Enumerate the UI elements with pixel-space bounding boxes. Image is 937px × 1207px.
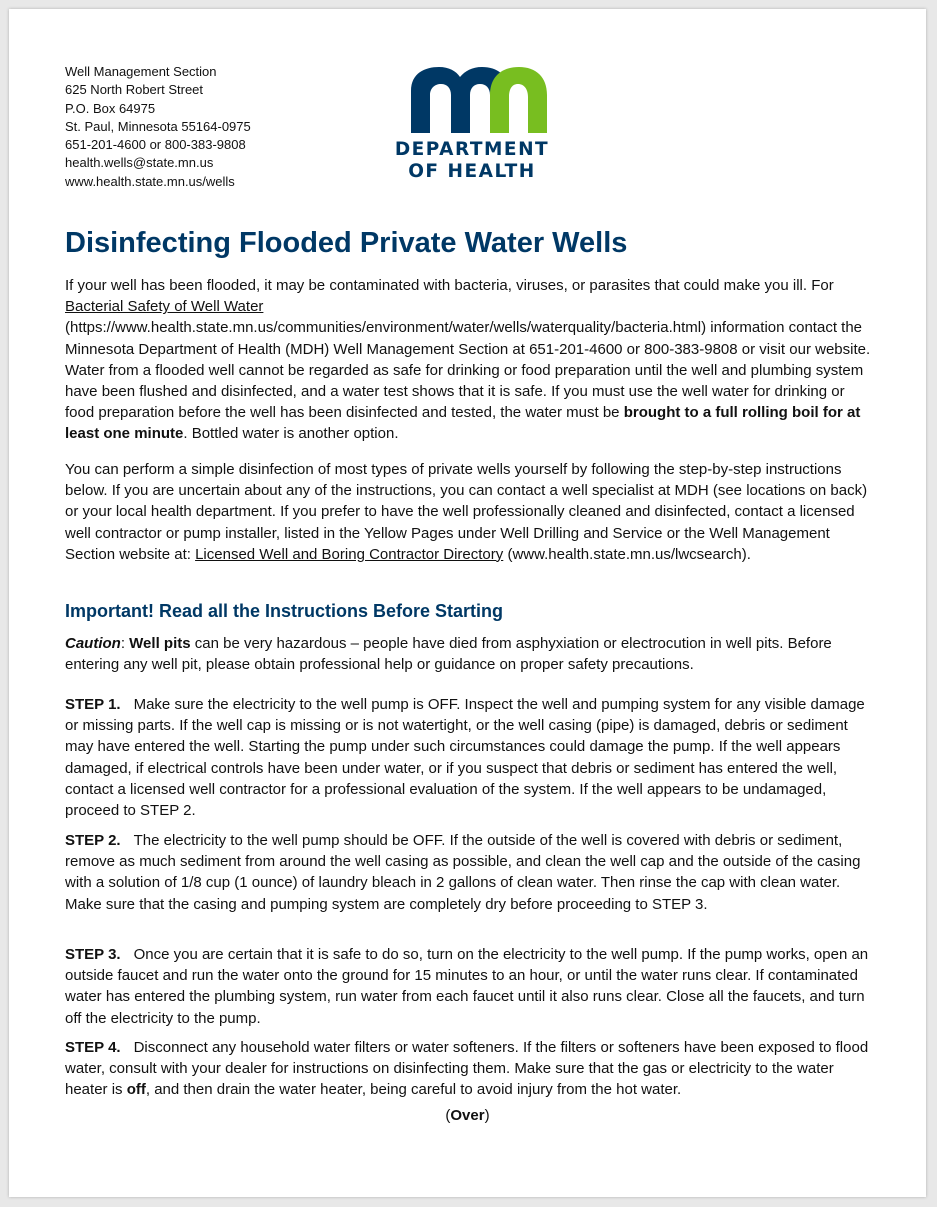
document-title: Disinfecting Flooded Private Water Wells: [65, 227, 628, 259]
step-4-label: STEP 4.: [65, 1039, 121, 1056]
mdh-logo: [387, 57, 557, 187]
over-close-paren: ): [484, 1107, 490, 1124]
intro-paragraph: [65, 275, 877, 445]
important-heading: Important! Read all the Instructions Before Starting: [65, 601, 504, 621]
caution-bold-well-pits: Well pits: [129, 635, 191, 652]
address-line-phone: 651-201-4600 or 800-383-9808: [65, 137, 246, 153]
address-line-email: health.wells@state.mn.us: [65, 155, 214, 171]
step-3-text: Once you are certain that it is safe to do so, turn on the electricity to the well pump. If the pump works, open an outside faucet and run the water onto the ground for 15 minutes to an hour, or until the water runs clear. If contaminated water has entered the plumbing system, run water from each faucet until it also runs clear. Close all the faucets, and turn off the electricity to the pump.: [65, 946, 869, 1027]
step-4-paragraph: [65, 1037, 877, 1101]
step-4-text-a: Disconnect any household water filters or water softeners. If the filters or softeners have been exposed to flood water, consult with your dealer for instructions on disinfecting them. Make sure that the gas or electricity to the water heater is: [65, 1039, 869, 1099]
caution-colon: :: [120, 635, 130, 652]
over-label: Over: [450, 1107, 485, 1124]
step-1-label: STEP 1.: [65, 696, 121, 713]
contractor-directory-link[interactable]: Licensed Well and Boring Contractor Directory: [195, 545, 504, 563]
logo-line-of-health: OF HEALTH: [408, 161, 536, 182]
step-2-label: STEP 2.: [65, 832, 121, 849]
address-line-street: 625 North Robert Street: [65, 82, 204, 98]
caution-label: Caution: [65, 635, 121, 652]
intro-text-b: (https://www.health.state.mn.us/communities/environment/water/wells/waterquality/bacteria.html) information contact the Minnesota Department of Health (MDH) Well Management Section at 651-201-4600 or 800-383-9808 or visit our website. Water from a flooded well cannot be regarded as safe for drinking or food preparation until the well and plumbing system have been flushed and disinfected, and a water test shows that it is safe. If you must use the well water for drinking or food preparation before the well has been disinfected and tested, the water must be: [65, 319, 871, 422]
over-open-paren: (: [445, 1107, 451, 1124]
intro-bold-boil: brought to a full rolling boil for at least one minute: [65, 404, 861, 443]
document-page: [9, 9, 926, 1197]
logo-dept-text: [387, 139, 557, 183]
contact-address-block: [65, 63, 251, 191]
intro-text-c: . Bottled water is another option.: [183, 425, 399, 443]
mn-logo-mark: [387, 57, 557, 137]
over-page-indicator: [9, 1107, 926, 1124]
step-4-text-b: , and then drain the water heater, being careful to avoid injury from the hot water.: [145, 1081, 682, 1099]
step-3-label: STEP 3.: [65, 946, 121, 963]
bacterial-safety-link[interactable]: Bacterial Safety of Well Water: [65, 298, 264, 316]
para2-text-a: You can perform a simple disinfection of most types of private wells yourself by following the step-by-step instructions below. If you are uncertain about any of the instructions, you can contact a well specialist at MDH (see locations on back) or your local health department. If you prefer to have the well professionally cleaned and disinfected, contact a licensed well contractor or pump installer, listed in the Yellow Pages under Well Drilling and Service or the Well Management Section website at:: [65, 461, 868, 563]
step-2-text: The electricity to the well pump should be OFF. If the outside of the well is covered with debris or sediment, remove as much sediment from around the well casing as possible, and clean the well cap and the outside of the casing with a solution of 1/8 cup (1 ounce) of laundry bleach in 2 gallons of clean water. Then rinse the cap with clean water. Make sure that the casing and pumping system are completely dry before proceeding to STEP 3.: [65, 832, 861, 913]
step-3-paragraph: [65, 944, 877, 1029]
para2-text-b: (www.health.state.mn.us/lwcsearch).: [503, 545, 751, 563]
logo-line-department: DEPARTMENT: [394, 139, 550, 160]
step-1-text: Make sure the electricity to the well pump is OFF. Inspect the well and pumping system for any visible damage or missing parts. If the well cap is missing or is not watertight, or the well casing (pipe) is damaged, debris or sediment may have entered the well. Starting the pump under such circumstances could damage the pump. If the well appears damaged, if electrical controls have been under water, or if you suspect that debris or sediment has entered the well, contact a licensed well contractor for a professional evaluation of the system. If the well appears to be undamaged, proceed to STEP 2.: [65, 696, 865, 820]
self-disinfection-paragraph: [65, 459, 877, 565]
caution-text: can be very hazardous – people have died from asphyxiation or electrocution in well pits. Before entering any well pit, please obtain professional help or guidance on proper safety precautions.: [65, 635, 832, 674]
address-line-city: St. Paul, Minnesota 55164-0975: [65, 118, 251, 134]
step-4-bold-off: off: [126, 1081, 146, 1099]
address-line-section: Well Management Section: [65, 64, 217, 79]
step-2-paragraph: [65, 830, 877, 915]
address-line-pobox: P.O. Box 64975: [65, 100, 156, 116]
step-1-paragraph: [65, 694, 877, 821]
address-line-website: www.health.state.mn.us/wells: [65, 173, 235, 189]
caution-paragraph: [65, 633, 877, 675]
intro-text-a: If your well has been flooded, it may be contaminated with bacteria, viruses, or parasites that could make you ill. For: [65, 277, 834, 294]
